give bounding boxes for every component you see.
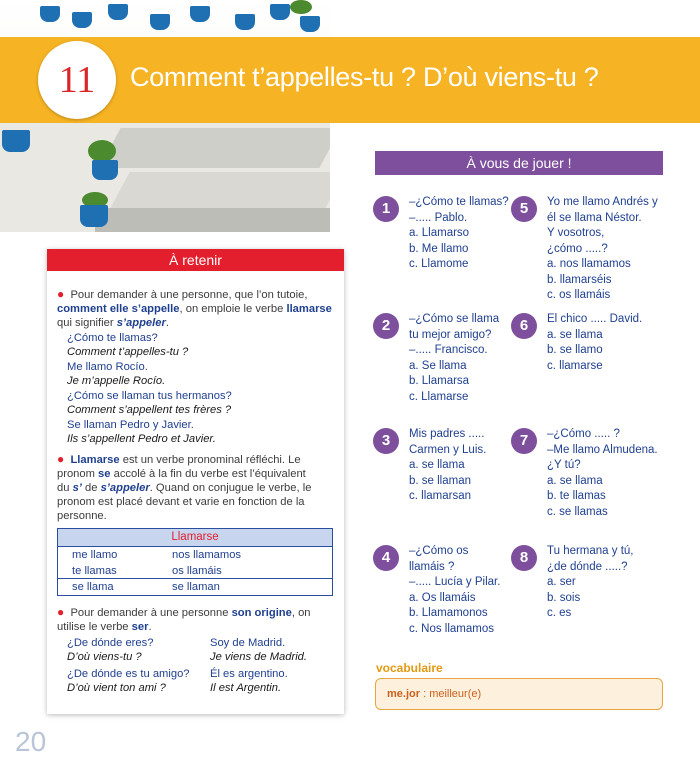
text-span: pronom bbox=[57, 468, 99, 480]
text-span: , on bbox=[291, 607, 311, 619]
exercise-prompt-line: –¿Cómo te llamas? bbox=[409, 196, 509, 208]
exercise-number-badge: 4 bbox=[373, 545, 399, 571]
vocab-sep: : bbox=[420, 688, 430, 700]
text-span: s’ bbox=[72, 482, 82, 494]
retenir-paragraph-3 bbox=[57, 605, 335, 634]
example-es: ¿Cómo te llamas? bbox=[67, 332, 158, 344]
conjugation-cell: os llamáis bbox=[172, 565, 222, 577]
table-divider bbox=[58, 546, 332, 547]
exercise-option[interactable]: b. te llamas bbox=[547, 490, 606, 502]
exercise-prompt-line: –..... Francisco. bbox=[409, 344, 488, 356]
vocab-entry bbox=[387, 688, 481, 700]
vocab-meaning: meilleur(e) bbox=[429, 688, 482, 700]
exercise-prompt-line: Mis padres ..... bbox=[409, 428, 485, 440]
example-es: ¿De dónde eres? bbox=[67, 637, 154, 649]
example-es: ¿Cómo se llaman tus hermanos? bbox=[67, 390, 232, 402]
text-span: s’appeler bbox=[116, 317, 166, 329]
exercise-text bbox=[409, 312, 499, 405]
example-es: ¿De dónde es tu amigo? bbox=[67, 668, 190, 680]
example-fr: D’où viens-tu ? bbox=[67, 651, 142, 663]
exercise-prompt-line: –..... Lucía y Pilar. bbox=[409, 576, 501, 588]
exercise-option[interactable]: b. sois bbox=[547, 591, 581, 604]
exercise-number-badge: 7 bbox=[511, 428, 537, 454]
exercise-prompt-line: –Me llamo Almudena. bbox=[547, 443, 658, 456]
jouer-heading: À vous de jouer ! bbox=[375, 151, 663, 175]
conjugation-heading: Llamarse bbox=[58, 529, 332, 546]
exercise-prompt-line: –¿Cómo os bbox=[409, 545, 469, 557]
text-span: Pour demander à une personne bbox=[70, 607, 232, 619]
exercise-option[interactable]: c. llamarsan bbox=[409, 490, 471, 502]
exercise-prompt-line: ¿de dónde .....? bbox=[547, 560, 628, 573]
text-span: de bbox=[81, 482, 101, 494]
exercise-prompt-line: él se llama Néstor. bbox=[547, 211, 642, 224]
text-span: ser bbox=[131, 621, 149, 633]
exercise-option[interactable]: c. llamarse bbox=[547, 359, 603, 372]
vocab-box bbox=[375, 678, 663, 710]
text-span: llamarse bbox=[286, 303, 332, 315]
example-fr: Ils s’appellent Pedro et Javier. bbox=[67, 433, 216, 445]
exercise-option[interactable]: a. Se llama bbox=[409, 359, 467, 372]
exercise-text bbox=[547, 544, 634, 622]
exercise-number-badge: 5 bbox=[511, 196, 537, 222]
vocab-label: vocabulaire bbox=[376, 661, 443, 675]
exercise-text bbox=[547, 195, 658, 304]
exercise-option[interactable]: a. Llamarso bbox=[409, 227, 470, 239]
exercise-option[interactable]: b. se llaman bbox=[409, 474, 472, 487]
exercise-text bbox=[547, 427, 658, 520]
exercise-option[interactable]: c. se llamas bbox=[547, 505, 608, 518]
exercise-option[interactable]: c. Llamome bbox=[409, 258, 469, 270]
exercise-option[interactable]: a. Os llamáis bbox=[409, 591, 476, 604]
text-span: comment elle s’appelle bbox=[57, 303, 180, 315]
bullet-icon: ● bbox=[57, 605, 65, 619]
exercise-option[interactable]: c. es bbox=[547, 607, 572, 619]
vocab-word: me.jor bbox=[387, 688, 421, 700]
exercise-option[interactable]: c. Llamarse bbox=[409, 390, 469, 403]
exercise-option[interactable]: a. ser bbox=[547, 576, 576, 588]
text-span: , on emploie le verbe bbox=[179, 303, 287, 315]
exercise-number-badge: 2 bbox=[373, 313, 399, 339]
text-span: accolé à la fin du verbe est l’équivalent bbox=[110, 468, 306, 480]
retenir-paragraph-2 bbox=[57, 452, 335, 523]
exercise-option[interactable]: c. os llamáis bbox=[547, 289, 611, 301]
conjugation-table bbox=[57, 528, 333, 596]
conjugation-cell: se llaman bbox=[172, 581, 220, 593]
exercise-text bbox=[409, 544, 500, 637]
page-number: 20 bbox=[15, 726, 47, 757]
retenir-panel bbox=[47, 249, 344, 714]
example-fr: Je m’appelle Rocío. bbox=[67, 375, 166, 387]
example-fr: D’où vient ton ami ? bbox=[67, 682, 166, 694]
exercise-prompt-line: tu mejor amigo? bbox=[409, 328, 492, 341]
exercise-prompt-line: –..... Pablo. bbox=[409, 211, 468, 224]
text-span: personne. bbox=[57, 510, 107, 522]
exercise-option[interactable]: a. se llama bbox=[547, 328, 603, 341]
exercise-prompt-line: Carmen y Luis. bbox=[409, 443, 487, 456]
exercise-prompt-line: –¿Cómo ..... ? bbox=[547, 428, 620, 440]
lesson-number: 11 bbox=[58, 59, 96, 101]
conjugation-cell: se llama bbox=[72, 581, 114, 593]
exercise-number-badge: 8 bbox=[511, 545, 537, 571]
retenir-paragraph-1 bbox=[57, 287, 335, 330]
text-span: son origine bbox=[231, 607, 292, 619]
exercise-text bbox=[409, 427, 486, 505]
exercise-number-badge: 3 bbox=[373, 428, 399, 454]
example-fr: Comment t’appelles-tu ? bbox=[67, 346, 189, 358]
text-span: Pour demander à une personne, que l’on tutoie, bbox=[70, 289, 308, 301]
exercise-prompt-line: Tu hermana y tú, bbox=[547, 545, 634, 557]
exercise-text bbox=[409, 195, 509, 273]
example-fr: Il est Argentin. bbox=[210, 682, 282, 694]
conjugation-cell: nos llamamos bbox=[172, 549, 242, 561]
exercise-option[interactable]: b. se llamo bbox=[547, 344, 603, 356]
example-es: Él es argentino. bbox=[210, 668, 288, 680]
exercise-option[interactable]: c. Nos llamamos bbox=[409, 622, 494, 635]
text-span: pronom est placé devant et varie en fonction de la bbox=[57, 496, 305, 508]
bullet-icon: ● bbox=[57, 452, 65, 466]
table-divider bbox=[58, 578, 332, 579]
text-span: . Quand on conjugue le verbe, le bbox=[149, 482, 312, 494]
example-fr: Comment s’appellent tes frères ? bbox=[67, 404, 232, 416]
text-span: . bbox=[148, 621, 152, 633]
exercise-option[interactable]: a. nos llamamos bbox=[547, 258, 631, 270]
text-span: est un verbe pronominal réfléchi. Le bbox=[119, 454, 301, 466]
text-span: utilise le verbe bbox=[57, 621, 132, 633]
exercise-prompt-line: llamáis ? bbox=[409, 560, 455, 573]
exercise-prompt-line: Yo me llamo Andrés y bbox=[547, 196, 658, 208]
exercise-option[interactable]: b. Me llamo bbox=[409, 242, 469, 255]
retenir-heading: À retenir bbox=[47, 249, 344, 271]
example-es: Me llamo Rocío. bbox=[67, 361, 148, 373]
exercise-prompt-line: El chico ..... David. bbox=[547, 313, 643, 325]
exercise-option[interactable]: b. llamarséis bbox=[547, 273, 612, 286]
exercise-option[interactable]: a. se llama bbox=[409, 459, 465, 471]
exercise-prompt-line: ¿cómo .....? bbox=[547, 242, 608, 255]
text-span: qui signifier bbox=[57, 317, 117, 329]
exercise-text bbox=[547, 312, 642, 374]
exercise-option[interactable]: b. Llamamonos bbox=[409, 607, 488, 619]
text-span: se bbox=[98, 468, 111, 480]
lesson-title: Comment t’appelles-tu ? D’où viens-tu ? bbox=[130, 62, 599, 92]
text-span: . bbox=[165, 317, 169, 329]
bullet-icon: ● bbox=[57, 287, 65, 301]
exercise-prompt-line: Y vosotros, bbox=[547, 227, 605, 239]
text-span: du bbox=[57, 482, 73, 494]
exercise-number-badge: 6 bbox=[511, 313, 537, 339]
exercise-option[interactable]: b. Llamarsa bbox=[409, 375, 470, 387]
exercise-option[interactable]: a. se llama bbox=[547, 474, 603, 487]
lesson-number-badge bbox=[38, 41, 116, 119]
exercise-prompt-line: –¿Cómo se llama bbox=[409, 313, 500, 325]
text-span: Llamarse bbox=[70, 454, 120, 466]
text-span: s’appeler bbox=[100, 482, 150, 494]
example-es: Se llaman Pedro y Javier. bbox=[67, 419, 194, 431]
exercise-prompt-line: ¿Y tú? bbox=[547, 459, 581, 471]
conjugation-cell: te llamas bbox=[72, 565, 117, 577]
example-es: Soy de Madrid. bbox=[210, 637, 286, 649]
exercise-number-badge: 1 bbox=[373, 196, 399, 222]
example-fr: Je viens de Madrid. bbox=[210, 651, 308, 663]
conjugation-cell: me llamo bbox=[72, 549, 118, 561]
